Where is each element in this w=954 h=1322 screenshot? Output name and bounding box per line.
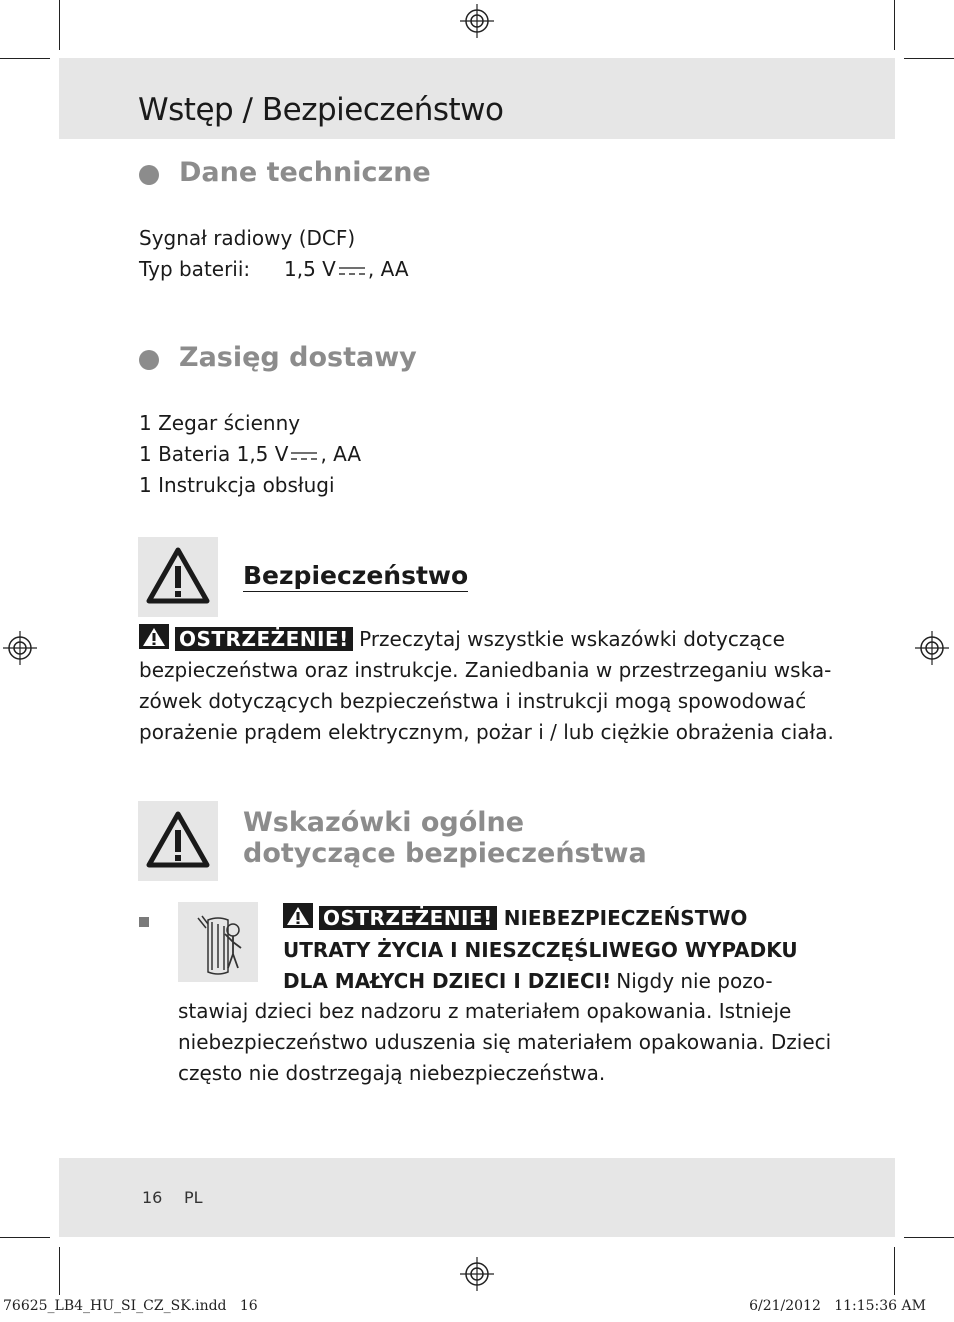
safety-line-2: bezpieczeństwa oraz instrukcje. Zaniedbania w przestrzeganiu wska- — [139, 658, 832, 682]
general-heading-line-1: Wskazówki ogólne — [243, 807, 525, 838]
child-hazard-box — [178, 902, 258, 982]
general-caps-1: NIEBEZPIECZEŃSTWO — [503, 906, 748, 930]
section-heading-safety: Bezpieczeństwo — [243, 561, 469, 590]
general-line-3-rest: Nigdy nie pozo- — [616, 969, 773, 993]
registration-mark-icon — [915, 631, 949, 665]
registration-mark-icon — [460, 4, 494, 38]
general-caps-2: UTRATY ŻYCIA I NIESZCZĘŚLIWEGO WYPADKU — [283, 938, 798, 962]
dc-symbol-icon — [338, 266, 366, 276]
scope-item-clock: 1 Zegar ścienny — [139, 411, 301, 435]
tech-battery-label: Typ baterii: — [139, 257, 251, 281]
crop-mark — [59, 0, 60, 50]
tech-battery-voltage: 1,5 V — [284, 257, 336, 281]
safety-line-4: porażenie prądem elektrycznym, pożar i / lub ciężkie obrażenia ciała. — [139, 720, 834, 744]
print-file-info: 76625_LB4_HU_SI_CZ_SK.indd 16 — [3, 1298, 258, 1314]
general-caps-3: DLA MAŁYCH DZIECI I DZIECI! — [283, 969, 612, 993]
warning-triangle-icon — [138, 537, 218, 617]
scope-item-manual: 1 Instrukcja obsługi — [139, 473, 335, 497]
warning-triangle-icon — [138, 801, 218, 881]
bullet-square-icon — [139, 917, 149, 927]
registration-mark-icon — [3, 631, 37, 665]
scope-battery-type: , AA — [320, 442, 362, 466]
warning-tag: OSTRZEŻENIE! — [319, 906, 497, 930]
dc-symbol-icon — [290, 451, 318, 461]
bullet-dot-icon — [139, 350, 159, 370]
crop-mark — [904, 1237, 954, 1238]
safety-warning-line — [139, 624, 785, 655]
child-packaging-hazard-icon — [178, 902, 258, 982]
warning-box — [138, 537, 218, 617]
warning-small-icon — [139, 624, 169, 649]
crop-mark — [904, 58, 954, 59]
bullet-dot-icon — [139, 165, 159, 185]
general-line-5: niebezpieczeństwo uduszenia się materiałem opakowania. Dzieci — [178, 1030, 832, 1054]
registration-mark-icon — [460, 1257, 494, 1291]
print-timestamp: 6/21/2012 11:15:36 AM — [749, 1298, 926, 1314]
warning-tag: OSTRZEŻENIE! — [175, 627, 353, 651]
crop-mark — [0, 1237, 50, 1238]
tech-signal: Sygnał radiowy (DCF) — [139, 226, 356, 250]
language-code: PL — [184, 1188, 203, 1207]
crop-mark — [894, 1247, 895, 1295]
general-warning-line-1 — [283, 902, 747, 934]
warning-small-icon — [283, 903, 313, 928]
scope-battery-text: 1 Bateria 1,5 V — [139, 442, 289, 466]
warning-box — [138, 801, 218, 881]
page-number: 16 — [142, 1188, 163, 1207]
section-heading-scope: Zasięg dostawy — [179, 342, 417, 373]
general-heading-line-2: dotyczące bezpieczeństwa — [243, 838, 647, 869]
crop-mark — [59, 1247, 60, 1295]
tech-battery-type: , AA — [367, 257, 409, 281]
general-line-6: często nie dostrzegają niebezpieczeństwa. — [178, 1061, 606, 1085]
general-warning-line-3 — [283, 965, 773, 999]
section-heading-tech: Dane techniczne — [179, 157, 431, 188]
section-heading-general — [243, 807, 647, 869]
page-title: Wstęp / Bezpieczeństwo — [138, 92, 504, 128]
tech-battery-value — [284, 254, 409, 285]
crop-mark — [0, 58, 50, 59]
crop-mark — [894, 0, 895, 50]
general-line-4: stawiaj dzieci bez nadzoru z materiałem opakowania. Istnieje — [178, 999, 792, 1023]
safety-line-1: Przeczytaj wszystkie wskazówki dotyczące — [359, 627, 785, 651]
scope-item-battery — [139, 439, 361, 470]
safety-line-3: zówek dotyczących bezpieczeństwa i instrukcji mogą spowodować — [139, 689, 807, 713]
